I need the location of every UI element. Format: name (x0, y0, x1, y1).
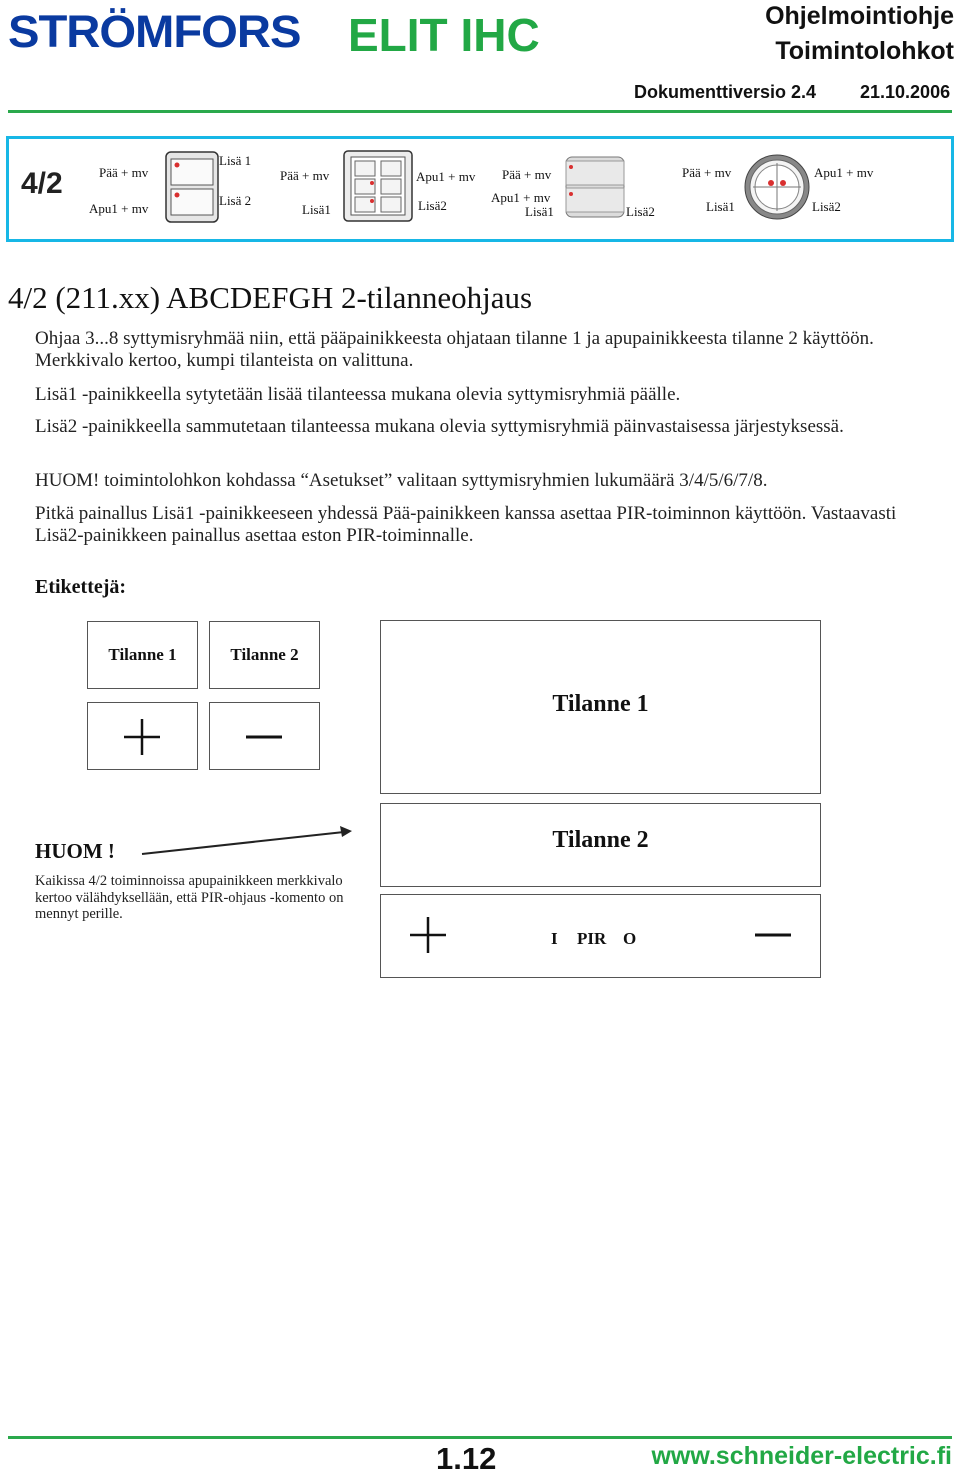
label-big-tilanne-1 (380, 620, 821, 794)
g2-label-right-top: Apu1 + mv (416, 169, 476, 184)
note-text: Kaikissa 4/2 toiminnoissa apupainikkeen merkkivalo kertoo välähdyksellään, että PIR-ohjaus -komento on mennyt perille. (35, 873, 344, 922)
g4-label-right-bottom: Lisä2 (812, 199, 841, 214)
labels-heading: Etikettejä: (35, 576, 127, 598)
paragraph-3: Lisä2 -painikkeella sammutetaan tilanteessa mukana olevia syttymisryhmiä päinvastaisessa järjestyksessä. (35, 416, 844, 437)
arrow-icon (138, 822, 358, 862)
paragraph-2: Lisä1 -painikkeella sytytetään lisää tilanteessa mukana olevia syttymisryhmiä päälle. (35, 384, 681, 405)
doc-subtitle: Toimintolohkot (775, 37, 954, 65)
label-small-tilanne-2 (209, 621, 320, 689)
switch-strips-icon (564, 155, 626, 219)
switch-round-icon (743, 153, 811, 221)
g3-label-mid: Apu1 + mv (491, 190, 551, 205)
g4-label-bottom: Lisä1 (706, 199, 735, 214)
label-big-tilanne-2 (380, 803, 821, 887)
g1-label-top: Pää + mv (99, 165, 149, 180)
product-name: ELIT IHC (348, 9, 540, 61)
minus-icon (753, 915, 793, 955)
g2-label-right-bottom: Lisä2 (418, 198, 447, 213)
g1-label-right-top: Lisä 1 (219, 153, 252, 168)
minus-icon (244, 717, 284, 757)
label-small-tilanne-2-text: Tilanne 2 (230, 645, 299, 664)
g1-label-right-bottom: Lisä 2 (219, 193, 252, 208)
header-divider (8, 110, 952, 113)
g1-label-bottom: Apu1 + mv (89, 201, 149, 216)
g4-label-right-top: Apu1 + mv (814, 165, 874, 180)
switch-6button-icon (342, 149, 414, 223)
plus-icon (122, 717, 162, 757)
g3-label-bottom: Lisä1 (525, 204, 554, 219)
section-title: 4/2 (211.xx) ABCDEFGH 2-tilanneohjaus (8, 280, 533, 315)
label-small-minus (209, 702, 320, 770)
label-small-tilanne-1-text: Tilanne 1 (108, 645, 177, 664)
g4-label-top: Pää + mv (682, 165, 732, 180)
label-big-tilanne-2-text: Tilanne 2 (552, 827, 649, 853)
note-title: HUOM ! (35, 839, 115, 863)
doc-date: 21.10.2006 (860, 82, 951, 102)
footer-url[interactable]: www.schneider-electric.fi (651, 1442, 952, 1470)
page-number: 1.12 (436, 1441, 497, 1476)
paragraph-1: Ohjaa 3...8 syttymisryhmää niin, että pääpainikkeesta ohjataan tilanne 1 ja apupainikkeesta tilanne 2 käyttöön. Merkkivalo kertoo, kumpi tilanteista on valittuna. (35, 328, 874, 371)
doc-version: Dokumenttiversio 2.4 (634, 82, 817, 102)
paragraph-4: HUOM! toimintolohkon kohdassa “Asetukset” valitaan syttymisryhmien lukumäärä 3/4/5/6/7/8. (35, 470, 768, 491)
plus-icon (408, 915, 448, 955)
function-code: 4/2 (21, 167, 63, 200)
switch-2button-icon (163, 149, 221, 225)
g2-label-bottom: Lisä1 (302, 202, 331, 217)
paragraph-5: Pitkä painallus Lisä1 -painikkeeseen yhdessä Pää-painikkeen kanssa asettaa PIR-toiminnon käyttöön. Vastaavasti Lisä2-painikkeen painallus asettaa eston PIR-toiminnalle. (35, 503, 897, 546)
brand-logo: STRÖMFORS (8, 6, 301, 57)
pir-off-label: O (623, 929, 637, 948)
g3-label-right: Lisä2 (626, 204, 655, 219)
label-small-plus (87, 702, 198, 770)
g3-label-top: Pää + mv (502, 167, 552, 182)
label-big-pir (380, 894, 821, 978)
g2-label-top: Pää + mv (280, 168, 330, 183)
label-big-tilanne-1-text: Tilanne 1 (552, 691, 649, 717)
pir-label: PIR (577, 929, 607, 948)
function-band (6, 136, 954, 242)
footer-divider (8, 1436, 952, 1439)
doc-title: Ohjelmointiohje (765, 2, 954, 30)
pir-on-label: I (551, 929, 558, 948)
label-small-tilanne-1 (87, 621, 198, 689)
